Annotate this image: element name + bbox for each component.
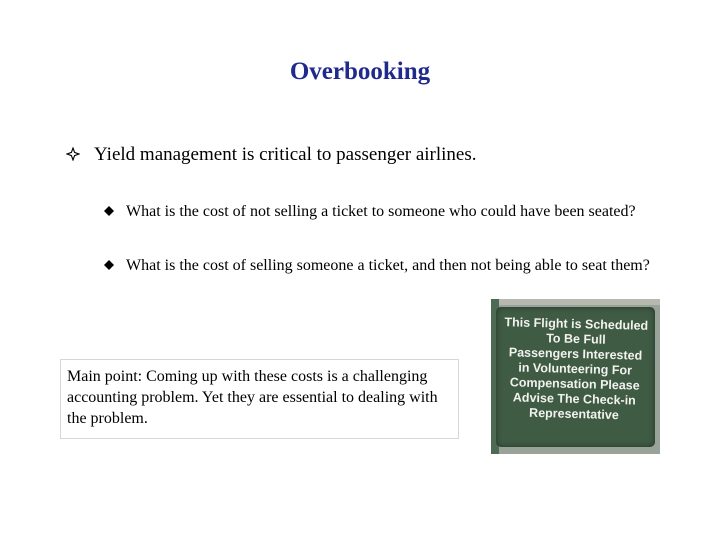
sign-line: This Flight is Scheduled — [504, 315, 649, 333]
sign-line: To Be Full — [546, 331, 606, 347]
main-bullet-text: Yield management is critical to passenger airlines. — [94, 144, 477, 165]
diamond-icon — [104, 260, 114, 270]
sign-text — [496, 315, 654, 424]
main-point-note: Main point: Coming up with these costs is a challenging accounting problem. Yet they are essential to dealing with the problem. — [60, 359, 459, 439]
diamond-icon — [104, 206, 114, 216]
photo-background — [491, 299, 660, 305]
slide-title: Overbooking — [289, 58, 431, 85]
sub-bullet-text: What is the cost of selling someone a ticket, and then not being able to seat them? — [126, 257, 650, 274]
hollow-four-point-star-icon — [66, 147, 80, 161]
sub-bullet-text: What is the cost of not selling a ticket to someone who could have been seated? — [126, 203, 636, 220]
sign-line: Advise The Check-in — [512, 390, 636, 408]
overbooking-sign-photo — [491, 299, 660, 454]
sign-line: Passengers Interested — [508, 345, 643, 363]
sign-line: Compensation Please — [509, 375, 640, 393]
sign-line: Representative — [528, 405, 619, 423]
sign-line: in Volunteering For — [518, 360, 633, 378]
